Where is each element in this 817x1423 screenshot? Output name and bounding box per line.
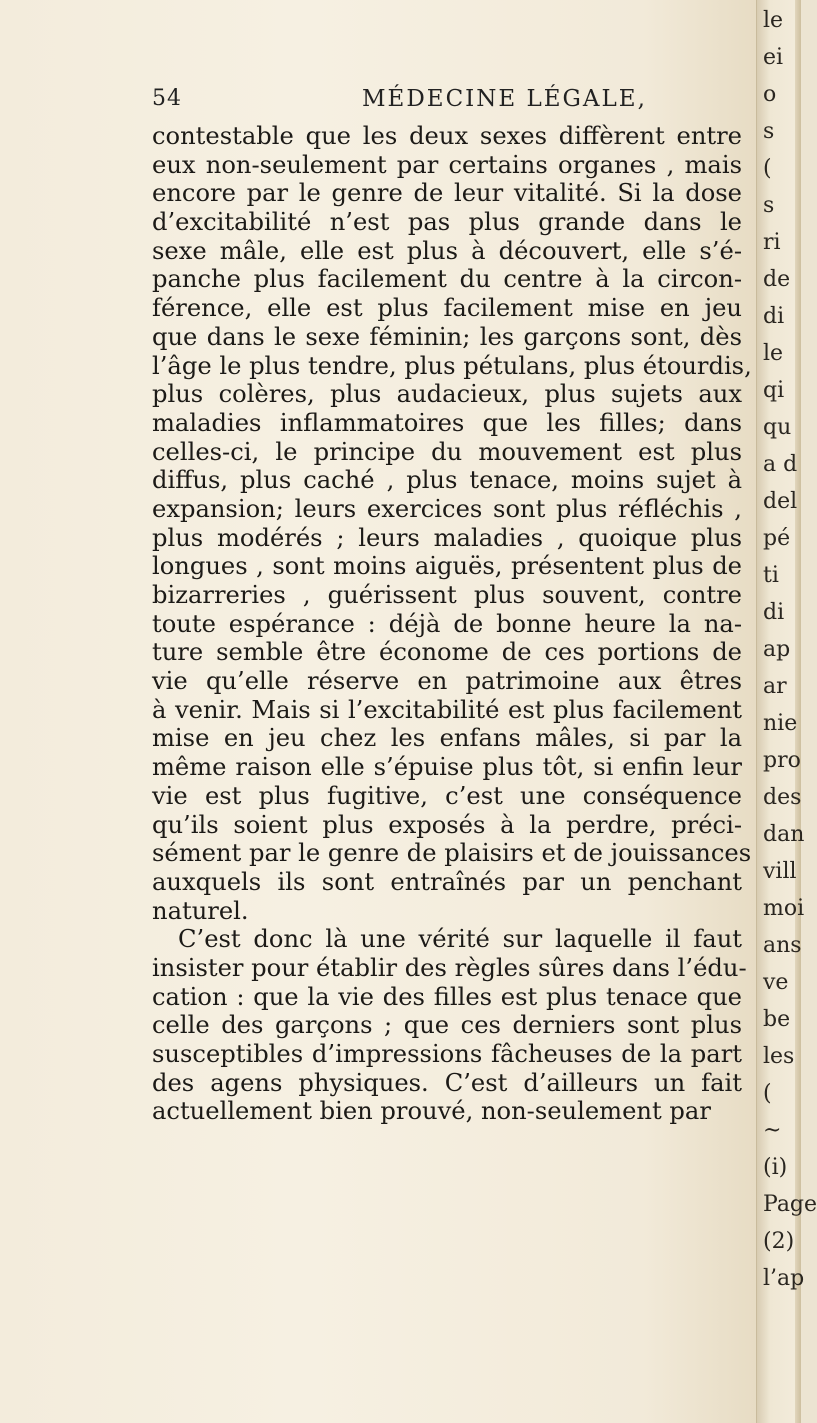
facing-page-fragment: ( xyxy=(763,1081,772,1106)
facing-page-fragment: o xyxy=(763,82,777,107)
facing-page-fragment: ans xyxy=(763,933,802,958)
facing-page-fragment: ve xyxy=(763,970,789,995)
paragraph xyxy=(152,925,747,1126)
facing-page-fragment: (i) xyxy=(763,1155,788,1180)
text-line: sexe mâle, elle est plus à découvert, elle s’é- xyxy=(152,236,742,265)
facing-page-edge xyxy=(756,0,817,1423)
text-line: qu’ils soient plus exposés à la perdre, préci- xyxy=(152,810,742,839)
text-line: insister pour établir des règles sûres dans l’édu- xyxy=(152,953,747,982)
text-line: mise en jeu chez les enfans mâles, si par la xyxy=(152,724,742,753)
text-line: même raison elle s’épuise plus tôt, si enfin leur xyxy=(152,753,742,782)
facing-page-fragment: ( xyxy=(763,156,772,181)
text-line: panche plus facilement du centre à la circon- xyxy=(152,265,742,294)
text-line: des agens physiques. C’est d’ailleurs un fait xyxy=(152,1068,742,1097)
text-line: cation : que la vie des filles est plus tenace que xyxy=(152,982,742,1011)
paragraph xyxy=(152,122,752,925)
text-line: celles-ci, le principe du mouvement est plus xyxy=(152,437,742,466)
facing-page-fragment: Page xyxy=(763,1192,817,1217)
text-line: vie qu’elle réserve en patrimoine aux êtres xyxy=(152,667,742,696)
facing-page-fragment: le xyxy=(763,341,784,366)
text-line: C’est donc là une vérité sur laquelle il faut xyxy=(178,925,742,954)
text-line: que dans le sexe féminin; les garçons sont, dès xyxy=(152,322,742,351)
facing-page-fragment: di xyxy=(763,304,785,329)
text-line: bizarreries , guérissent plus souvent, contre xyxy=(152,581,742,609)
facing-page-fragment: moi xyxy=(763,896,805,921)
text-line: d’excitabilité n’est pas plus grande dans le xyxy=(152,208,742,237)
text-line: eux non-seulement par certains organes , mais xyxy=(152,150,742,179)
facing-page-fragment: ~ xyxy=(763,1118,782,1143)
facing-page-fragment: (2) xyxy=(763,1229,795,1254)
facing-page-fragment: a d xyxy=(763,452,798,477)
facing-page-fragment: be xyxy=(763,1007,791,1032)
text-line: plus modérés ; leurs maladies , quoique plus xyxy=(152,523,742,552)
text-line: férence, elle est plus facilement mise en jeu xyxy=(152,294,742,323)
text-line: vie est plus fugitive, c’est une conséquence xyxy=(152,781,742,810)
facing-page-fragment: pro xyxy=(763,748,801,773)
facing-page-fragment: des xyxy=(763,785,802,810)
facing-page-fragment: les xyxy=(763,1044,795,1069)
facing-page-fragment: s xyxy=(763,119,775,144)
facing-page-fragment: del xyxy=(763,489,798,514)
running-title: MÉDECINE LÉGALE, xyxy=(362,86,647,112)
facing-page-fragment: le xyxy=(763,8,784,33)
facing-page-fragment: de xyxy=(763,267,791,292)
facing-page-fragment: vill xyxy=(763,859,797,884)
text-line: à venir. Mais si l’excitabilité est plus facilement xyxy=(152,695,742,724)
text-line: encore par le genre de leur vitalité. Si la dose xyxy=(152,179,742,208)
text-line: sément par le genre de plaisirs et de jouissances xyxy=(152,839,752,868)
text-line: l’âge le plus tendre, plus pétulans, plus étourdis, xyxy=(152,351,752,380)
page-header xyxy=(152,86,742,118)
facing-page-fragment: ti xyxy=(763,563,779,588)
body-text xyxy=(152,122,752,1126)
text-line: longues , sont moins aiguës, présentent plus de xyxy=(152,552,742,581)
facing-page-fragment: s xyxy=(763,193,775,218)
text-line: plus colères, plus audacieux, plus sujets aux xyxy=(152,380,742,409)
page-number: 54 xyxy=(152,86,182,111)
facing-page-fragment: ri xyxy=(763,230,781,255)
text-line: actuellement bien prouvé, non-seulement par xyxy=(152,1097,711,1126)
text-line: contestable que les deux sexes diffèrent entre xyxy=(152,122,742,150)
facing-page-fragment: qi xyxy=(763,378,785,403)
facing-page-fragment: ap xyxy=(763,637,791,662)
facing-page-fragment: di xyxy=(763,600,785,625)
text-line: maladies inflammatoires que les filles; dans xyxy=(152,408,742,437)
facing-page-fragment: l’ap xyxy=(763,1266,805,1291)
facing-page-fragment: pé xyxy=(763,526,791,551)
facing-page-fragment: ar xyxy=(763,674,787,699)
facing-page-fragment: dan xyxy=(763,822,805,847)
text-line: ture semble être économe de ces portions de xyxy=(152,638,742,667)
text-line: celle des garçons ; que ces derniers sont plus xyxy=(152,1011,742,1040)
facing-page-fragment: nie xyxy=(763,711,798,736)
text-line: susceptibles d’impressions fâcheuses de la part xyxy=(152,1040,742,1068)
text-line: auxquels ils sont entraînés par un penchant xyxy=(152,867,742,896)
facing-page-fragment: ei xyxy=(763,45,784,70)
facing-page-fragment: qu xyxy=(763,415,792,440)
text-line: expansion; leurs exercices sont plus réfléchis , xyxy=(152,494,742,523)
text-line: diffus, plus caché , plus tenace, moins sujet à xyxy=(152,466,742,495)
text-line: naturel. xyxy=(152,896,249,925)
text-line: toute espérance : déjà de bonne heure la na- xyxy=(152,609,742,638)
